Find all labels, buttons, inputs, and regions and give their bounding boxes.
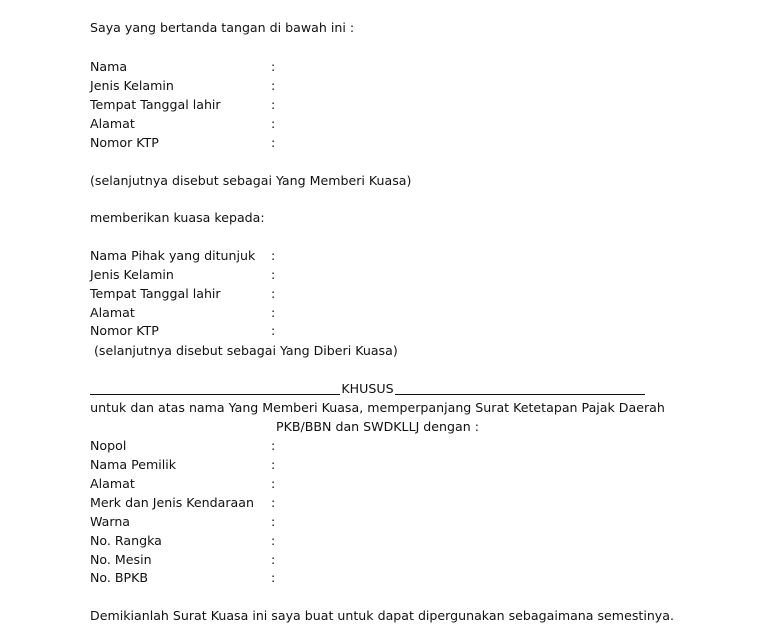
- field-row: [90, 551, 690, 569]
- field-colon: :: [271, 267, 276, 282]
- field-label: Nopol: [90, 438, 127, 453]
- field-colon: :: [271, 323, 276, 338]
- field-label: No. BPKB: [90, 570, 149, 585]
- field-colon: :: [271, 135, 276, 150]
- field-colon: :: [271, 476, 276, 491]
- field-row: [90, 115, 690, 133]
- field-row: [90, 513, 690, 531]
- kuasa-intro: memberikan kuasa kepada:: [90, 210, 265, 225]
- field-label: Jenis Kelamin: [90, 78, 174, 93]
- field-label: Jenis Kelamin: [90, 267, 174, 282]
- field-colon: :: [271, 552, 276, 567]
- field-row: [90, 532, 690, 550]
- field-row: [90, 134, 690, 152]
- closing-text: Demikianlah Surat Kuasa ini saya buat untuk dapat dipergunakan sebagaimana semestinya.: [90, 608, 674, 623]
- field-colon: :: [271, 457, 276, 472]
- field-label: Nama: [90, 59, 128, 74]
- field-row: [90, 77, 690, 95]
- field-label: Nama Pemilik: [90, 457, 177, 472]
- purpose-line-1: untuk dan atas nama Yang Memberi Kuasa, memperpanjang Surat Ketetapan Pajak Daerah: [90, 400, 665, 415]
- underline-rule-left: [90, 393, 340, 395]
- khusus-label: KHUSUS: [341, 381, 394, 396]
- penerima-note: (selanjutnya disebut sebagai Yang Diberi Kuasa): [94, 343, 398, 358]
- field-colon: :: [271, 248, 276, 263]
- field-label: Warna: [90, 514, 131, 529]
- field-colon: :: [271, 59, 276, 74]
- field-colon: :: [271, 570, 276, 585]
- field-row: [90, 304, 690, 322]
- field-label: Alamat: [90, 116, 135, 131]
- field-colon: :: [271, 286, 276, 301]
- field-row: [90, 494, 690, 512]
- field-label: Merk dan Jenis Kendaraan: [90, 495, 254, 510]
- field-label: Nomor KTP: [90, 135, 159, 150]
- field-colon: :: [271, 438, 276, 453]
- field-colon: :: [271, 97, 276, 112]
- field-colon: :: [271, 533, 276, 548]
- field-row: [90, 322, 690, 340]
- underline-rule-right: [395, 393, 645, 395]
- field-label: Tempat Tanggal lahir: [90, 97, 221, 112]
- field-row: [90, 58, 690, 76]
- field-row: [90, 475, 690, 493]
- field-label: Nomor KTP: [90, 323, 159, 338]
- field-label: Nama Pihak yang ditunjuk: [90, 248, 256, 263]
- intro-text: Saya yang bertanda tangan di bawah ini :: [90, 20, 355, 35]
- field-colon: :: [271, 78, 276, 93]
- field-row: [90, 456, 690, 474]
- khusus-heading: [90, 380, 645, 398]
- field-colon: :: [271, 116, 276, 131]
- pemberi-note: (selanjutnya disebut sebagai Yang Memberi Kuasa): [90, 173, 412, 188]
- field-row: [90, 569, 690, 587]
- field-colon: :: [271, 495, 276, 510]
- field-row: [90, 247, 690, 265]
- purpose-line-2: PKB/BBN dan SWDKLLJ dengan :: [276, 419, 479, 434]
- field-label: No. Rangka: [90, 533, 162, 548]
- field-label: Alamat: [90, 305, 135, 320]
- field-label: Alamat: [90, 476, 135, 491]
- field-label: Tempat Tanggal lahir: [90, 286, 221, 301]
- field-row: [90, 285, 690, 303]
- field-colon: :: [271, 514, 276, 529]
- field-label: No. Mesin: [90, 552, 152, 567]
- field-row: [90, 266, 690, 284]
- field-row: [90, 437, 690, 455]
- field-row: [90, 96, 690, 114]
- field-colon: :: [271, 305, 276, 320]
